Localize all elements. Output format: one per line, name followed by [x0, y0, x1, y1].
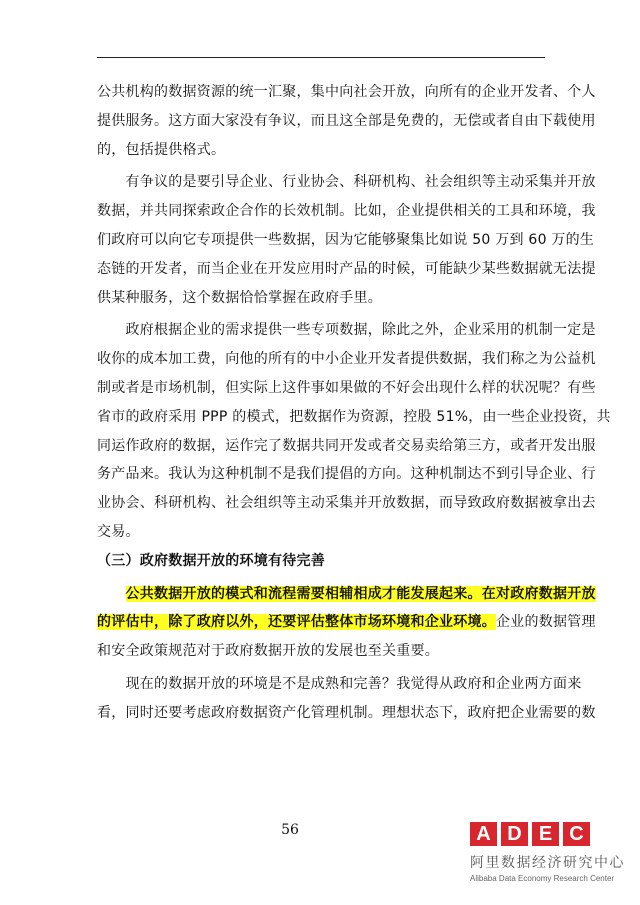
text-line: 业协会、科研机构、社会组织等主动采集并开放数据，而导致政府数据被拿出去 — [97, 495, 596, 512]
text-line: 们政府可以向它专项提供一些数据，因为它能够聚集比如说 50 万到 60 万的生 — [97, 231, 595, 248]
highlight-text: 公共数据开放的模式和流程需要相辅相成才能发展起来。在对政府数据开放 — [125, 585, 596, 602]
logo-letter: C — [563, 822, 590, 846]
text-line: 交易。 — [97, 523, 140, 540]
page-number: 56 — [281, 822, 299, 838]
logo-letters — [470, 822, 630, 846]
text-line: 提供服务。这方面大家没有争议，而且这全部是免费的，无偿或者自由下载使用 — [97, 112, 596, 129]
text-line: 的，包括提供格式。 — [97, 141, 226, 158]
text-line: 看，同时还要考虑政府数据资产化管理机制。理想状态下，政府把企业需要的数 — [97, 704, 596, 721]
text-line: 务产品来。我认为这种机制不是我们提倡的方向。这种机制达不到引导企业、行 — [97, 466, 596, 483]
logo-letter: D — [501, 822, 528, 846]
logo-letter: A — [470, 822, 497, 846]
logo-letter: E — [532, 822, 559, 846]
text-line: 数据，并共同探索政企合作的长效机制。比如，企业提供相关的工具和环境，我 — [97, 203, 596, 220]
highlighted-line — [97, 580, 596, 609]
text-line: 有争议的是要引导企业、行业协会、科研机构、社会组织等主动采集并开放 — [97, 174, 596, 191]
logo-name-cn: 阿里数据经济研究中心 — [470, 855, 625, 871]
section-heading: （三）政府数据开放的环境有待完善 — [97, 552, 325, 569]
text-line: 同运作政府的数据，运作完了数据共同开发或者交易卖给第三方，或者开发出服 — [97, 437, 596, 454]
text-line: 公共机构的数据资源的统一汇聚，集中向社会开放，向所有的企业开发者、个人 — [97, 84, 596, 100]
adec-logo — [470, 822, 630, 892]
text-line: 现在的数据开放的环境是不是成熟和完善？我觉得从政府和企业两方面来 — [97, 675, 582, 692]
highlighted-line — [97, 608, 596, 637]
text-line: 态链的开发者，而当企业在开发应用时产品的时候，可能缺少某些数据就无法提 — [97, 260, 596, 277]
header-rule — [97, 57, 545, 58]
text-line: 供某种服务，这个数据恰恰掌握在政府手里。 — [97, 289, 382, 306]
text-fragment: 企业的数据管理 — [496, 614, 596, 631]
text-line: 收你的成本加工费，向他的所有的中小企业开发者提供数据，我们称之为公益机 — [97, 351, 596, 368]
text-line: 省市的政府采用 PPP 的模式，把数据作为资源，控股 51%，由一些企业投资，共 — [97, 408, 611, 425]
text-line: 和安全政策规范对于政府数据开放的发展也至关重要。 — [97, 643, 439, 660]
text-line: 政府根据企业的需求提供一些专项数据，除此之外，企业采用的机制一定是 — [97, 322, 596, 339]
text-line: 制或者是市场机制，但实际上这件事如果做的不好会出现什么样的状况呢？有些 — [97, 379, 596, 396]
highlight-text: 的评估中，除了政府以外，还要评估整体市场环境和企业环境。 — [97, 614, 496, 631]
document-body — [97, 78, 611, 728]
logo-name-en: Alibaba Data Economy Research Center — [470, 874, 615, 883]
